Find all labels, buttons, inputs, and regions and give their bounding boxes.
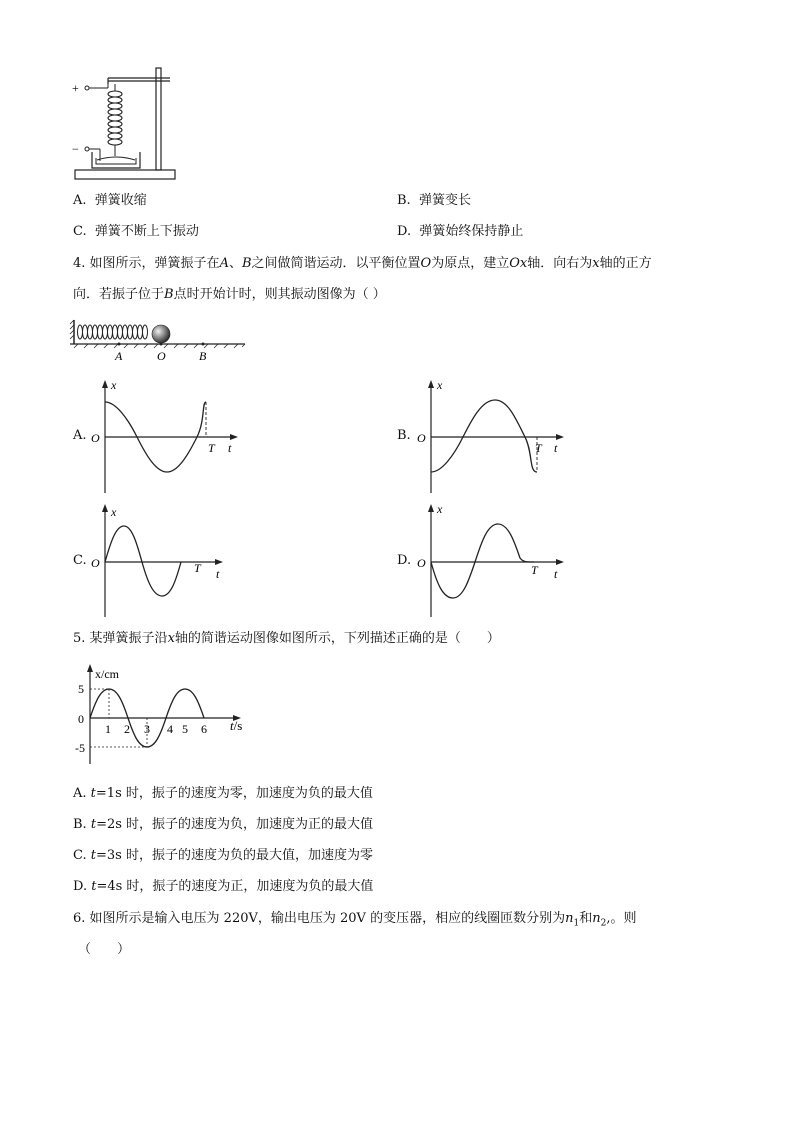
option-text: 弹簧变长 bbox=[418, 193, 471, 208]
x-tick-6: 6 bbox=[201, 722, 207, 736]
q6-stem-line1 bbox=[73, 911, 636, 932]
x-axis-label: t/s bbox=[230, 718, 243, 733]
minus-terminal-label: − bbox=[72, 142, 79, 156]
option-text: =4s 时，振子的速度为正，加速度为负的最大值 bbox=[96, 879, 374, 894]
stem-text: 轴的正方 bbox=[599, 256, 652, 271]
x-tick-1: 1 bbox=[105, 722, 111, 736]
y-tick-5: 5 bbox=[78, 682, 84, 696]
curve-c bbox=[105, 526, 191, 596]
t-axis-label: t bbox=[228, 441, 232, 455]
t-axis-label: t bbox=[216, 567, 220, 581]
stem-text: 之间做简谐运动．以平衡位置 bbox=[251, 256, 421, 271]
plus-terminal-label: + bbox=[72, 81, 79, 95]
q5-option-b[interactable] bbox=[73, 817, 373, 833]
neg-cos-curve bbox=[431, 400, 537, 472]
x-tick-3: 3 bbox=[144, 722, 150, 736]
c-sin-visible bbox=[105, 526, 190, 596]
question-number: 5. bbox=[73, 631, 86, 646]
period-label: T bbox=[194, 561, 201, 575]
q4-graph-d[interactable] bbox=[416, 502, 576, 622]
sin-c-final bbox=[105, 526, 194, 596]
subscript-1: 1 bbox=[573, 918, 580, 929]
neg-sine-curve bbox=[431, 524, 532, 598]
option-var: t bbox=[90, 817, 97, 832]
stem-text: 如图所示是输入电压为 220V，输出电压为 20V 的变压器，相应的线圈匝数分别为 bbox=[89, 911, 566, 926]
var-n2: n bbox=[592, 911, 601, 926]
t-axis-label: t bbox=[554, 441, 558, 455]
stem-text: 轴．向右为 bbox=[527, 256, 593, 271]
var-n1: n bbox=[565, 911, 574, 926]
question-number: 6. bbox=[73, 911, 86, 926]
option-letter: A. bbox=[73, 786, 87, 801]
x-tick-2: 2 bbox=[124, 722, 130, 736]
point-b: B bbox=[241, 256, 252, 271]
q5-option-c[interactable] bbox=[73, 848, 373, 864]
option-letter: C. bbox=[73, 848, 87, 863]
origin-label: O bbox=[417, 556, 426, 570]
option-letter: A. bbox=[73, 193, 87, 208]
axis-ox: Ox bbox=[509, 256, 528, 271]
d-neg-sine bbox=[431, 524, 534, 598]
y-axis-label: x/cm bbox=[95, 667, 119, 681]
y-axis-label: x bbox=[111, 505, 117, 519]
c-sine-drawn bbox=[105, 526, 198, 596]
neg-sine-wave bbox=[431, 524, 534, 598]
d-final bbox=[431, 524, 534, 598]
stem-text: 为原点，建立 bbox=[431, 256, 510, 271]
option-var: t bbox=[91, 879, 97, 894]
option-text: =1s 时，振子的速度为零，加速度为负的最大值 bbox=[95, 786, 373, 801]
neg-sine-visible bbox=[431, 524, 534, 598]
d-wave-drawn bbox=[431, 524, 534, 598]
graph-d-curve bbox=[431, 524, 534, 598]
spring-apparatus-figure bbox=[70, 60, 180, 185]
point-b: B bbox=[164, 287, 174, 302]
q4-stem-line1 bbox=[73, 256, 652, 272]
origin-label: O bbox=[417, 431, 426, 445]
q5-option-d[interactable] bbox=[73, 879, 373, 895]
spring-oscillator-figure bbox=[70, 316, 250, 366]
option-letter: B. bbox=[397, 193, 411, 208]
option-letter: B. bbox=[73, 817, 87, 832]
stem-text: ,。则 bbox=[606, 911, 637, 926]
option-text: =2s 时，振子的速度为负，加速度为正的最大值 bbox=[96, 817, 374, 832]
q5-displacement-graph bbox=[74, 662, 254, 767]
d-curve bbox=[431, 524, 534, 598]
point-a: A bbox=[219, 256, 229, 271]
stem-text: 、 bbox=[228, 256, 242, 271]
option-var: t bbox=[90, 848, 96, 863]
axis-x: x bbox=[592, 256, 600, 271]
x-tick-4: 4 bbox=[167, 722, 173, 736]
q4-graph-b[interactable] bbox=[416, 378, 576, 498]
option-letter: D. bbox=[397, 224, 412, 239]
origin-label: O bbox=[91, 556, 100, 570]
axis-x: x bbox=[167, 631, 175, 646]
y-tick-neg5: -5 bbox=[75, 741, 85, 755]
q5-stem bbox=[73, 631, 500, 647]
q4-graph-c[interactable] bbox=[90, 502, 250, 622]
d-curve-visible bbox=[431, 524, 534, 598]
subscript-2: 2 bbox=[600, 918, 607, 929]
option-letter: D. bbox=[73, 879, 88, 894]
q4-graph-a[interactable] bbox=[90, 378, 250, 498]
option-letter: C. bbox=[73, 224, 87, 239]
y-axis-label: x bbox=[111, 378, 117, 392]
q4-graph-a-letter[interactable]: A. bbox=[73, 428, 87, 443]
sine-neg-d bbox=[431, 524, 534, 598]
negative-sine-d bbox=[431, 524, 534, 598]
sine-wave-c bbox=[105, 526, 181, 596]
negative-sine-curve bbox=[431, 524, 534, 598]
period-label: T bbox=[531, 563, 538, 577]
option-text: 弹簧始终保持静止 bbox=[419, 224, 524, 239]
origin-label: O bbox=[91, 431, 100, 445]
stem-text: 轴的简谐运动图像如图所示，下列描述正确的是（ ） bbox=[174, 631, 500, 646]
option-text: =3s 时，振子的速度为负的最大值，加速度为零 bbox=[96, 848, 373, 863]
neg-sin-visible bbox=[431, 524, 534, 598]
point-o: O bbox=[420, 256, 432, 271]
graph-d-wave bbox=[431, 524, 534, 598]
q6-stem-line2: （ ） bbox=[78, 942, 131, 957]
y-axis-label: x bbox=[437, 502, 443, 516]
t-axis-label: t bbox=[554, 567, 558, 581]
y-tick-0: 0 bbox=[78, 712, 84, 726]
q4-stem-line2 bbox=[73, 287, 386, 303]
stem-text: 某弹簧振子沿 bbox=[89, 631, 168, 646]
q4-graph-c-letter[interactable]: C. bbox=[73, 553, 87, 568]
point-a-label: A bbox=[115, 349, 123, 363]
question-number: 4. bbox=[73, 256, 86, 271]
stem-text: 和 bbox=[579, 911, 593, 926]
q5-option-a[interactable] bbox=[73, 786, 373, 802]
stem-text: 向．若振子位于 bbox=[73, 287, 165, 302]
option-var: t bbox=[90, 786, 96, 801]
d-sine-drawn bbox=[431, 524, 534, 598]
stem-text: 点时开始计时，则其振动图像为（ ） bbox=[173, 287, 386, 302]
period-label: T bbox=[535, 441, 542, 455]
sine-curve-visible bbox=[105, 526, 184, 596]
c-wave bbox=[105, 525, 187, 596]
y-axis-label: x bbox=[437, 378, 443, 392]
period-label: T bbox=[208, 441, 215, 455]
q3-option-d[interactable] bbox=[397, 224, 523, 240]
q4-graph-d-letter[interactable]: D. bbox=[397, 553, 412, 568]
q3-option-a[interactable] bbox=[73, 193, 147, 209]
q3-option-c[interactable] bbox=[73, 224, 199, 240]
q3-option-b[interactable] bbox=[397, 193, 471, 209]
point-b-label: B bbox=[199, 349, 207, 363]
option-text: 弹簧不断上下振动 bbox=[94, 224, 199, 239]
option-text: 弹簧收缩 bbox=[94, 193, 147, 208]
point-o-label: O bbox=[157, 349, 166, 363]
q4-graph-b-letter[interactable]: B. bbox=[397, 428, 411, 443]
stem-text: 如图所示，弹簧振子在 bbox=[89, 256, 220, 271]
x-tick-5: 5 bbox=[182, 722, 188, 736]
c-final-curve bbox=[105, 526, 189, 596]
